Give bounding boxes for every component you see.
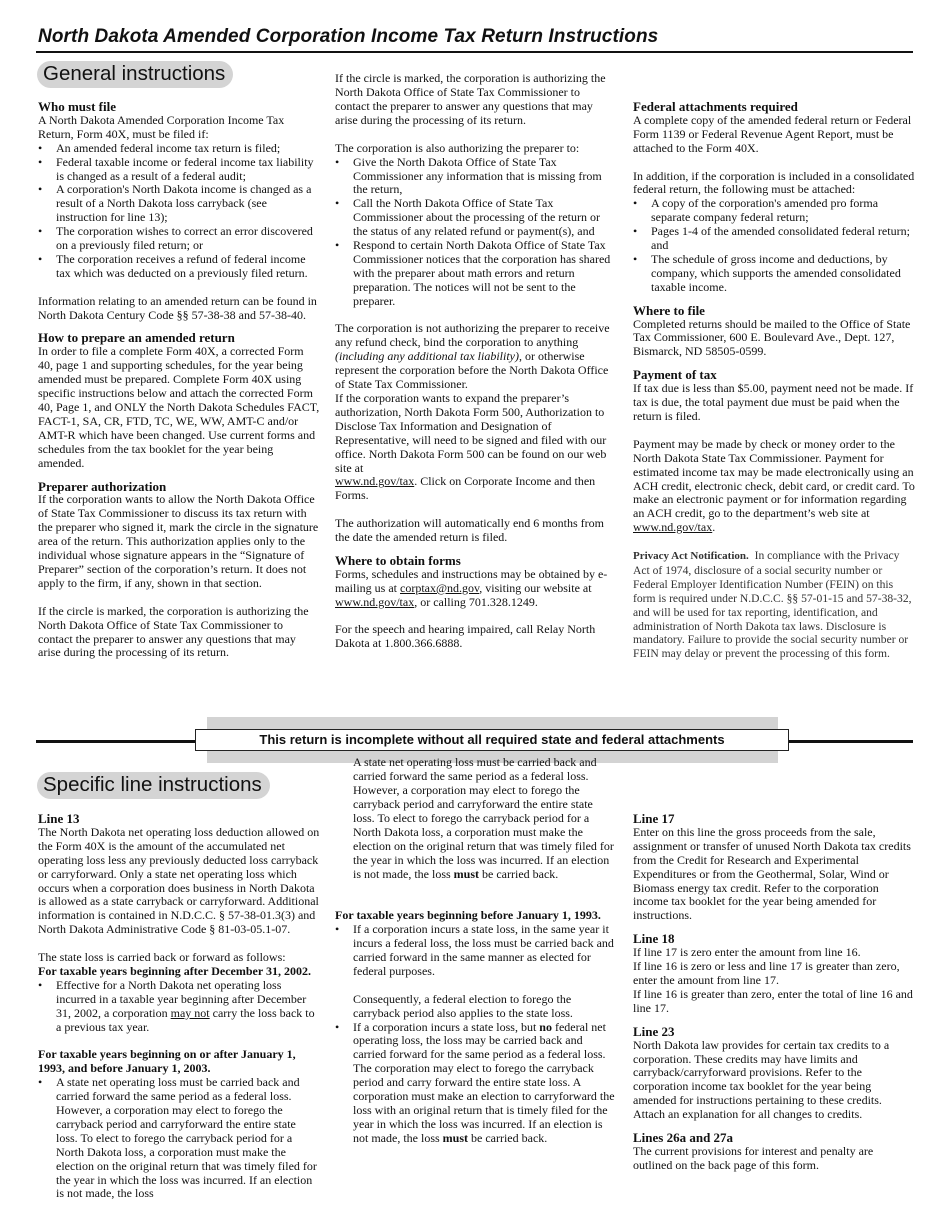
specific-column-1 [38,811,320,1201]
federal-attachments-p1: A complete copy of the amended federal return or Federal Form 1139 or Federal Revenue Agent Report, must be attached to the Form 40X. [633,112,912,155]
line-18-t1: If line 17 is zero enter the amount from line 16. [633,945,861,960]
preparer-authorization-p3: The corporation is also authorizing the preparer to: [335,140,580,155]
general-column-2 [335,71,617,651]
list-item: • An amended federal income tax return is filed; [38,142,320,156]
range-1993-2003-heading: For taxable years beginning on or after January 1, 1993, and before January 1, 2003. [38,1047,296,1076]
specific-column-3 [633,812,915,1173]
range-text-a-cont: A state net operating loss must be carried back and carried forward the same period as a federal loss. However, a corporation may elect to forego the carryback period and carryforward the entire state loss. To elect to forego the carryback period for a North Dakota loss, a corporation must make the election on the original return that was timely filed for the year in which the loss was incurred. If an election is not made, the loss [353,755,614,881]
where-to-obtain-heading: Where to obtain forms [335,552,461,568]
federal-attachments-list [633,197,915,294]
line-17-text: Enter on this line the gross proceeds from the sale, assignment or transfer of unused North Dakota tax credits from the Credit for Research and Experimental Expenditures or from the Geothermal, Solar, Wind or Biomass energy tax credit. Refer to the corporation income tax booklet for the year being amended for instructions. [633,824,911,923]
preparer-authorization-p1: If the corporation wants to allow the North Dakota Office of State Tax Commissioner to discuss its tax return with the preparer who signed it, mark the circle in the signature area of the return. This authorization applies only to the individual whose signature appears in the “Signature of Preparer” section of the corporation’s return. It does not apply to the firm, if any, shown in that section. [38,492,319,590]
list-item: • Pages 1-4 of the amended consolidated federal return; and [633,225,915,253]
preparer-authorization-p5-link: www.nd.gov/tax. Click on Corporate Income and then Forms. [335,474,596,503]
payment-p2 [633,438,915,535]
before-1993-list-2 [335,1021,617,1146]
general-instructions-heading: General instructions [37,61,233,88]
relay-text: For the speech and hearing impaired, call Relay North Dakota at 1.800.366.6888. [335,622,596,651]
before-1993-item2-b: federal net operating loss, the loss may be carried back and carried forward for the same period as a federal loss. The corporation may elect to forego the carryback period and carry forward the entire state loss. A corporation must make an election to carryforward the loss with an original return that is timely filed for the year in which the loss was incurred. If an election is not made, the loss [353,1019,615,1145]
before-1993-item2-c: be carried back. [468,1130,548,1145]
federal-attachments-heading: Federal attachments required [633,99,798,114]
preparer-authorization-heading: Preparer authorization [38,478,167,494]
preparer-authorization-p5: If the corporation wants to expand the preparer’s authorization, North Dakota Form 500, Authorization to Disclose Tax Information and Designation of Representative, will need to be signed and filed with our office. North Dakota Form 500 can be found on our web site at [335,390,607,475]
list-item: • Give the North Dakota Office of State Tax Commissioner any information that is missing from the return, [335,156,617,198]
privacy-act-heading: Privacy Act Notification. [633,550,749,563]
list-item: • Federal taxable income or federal income tax liability is changed as a result of a federal audit; [38,156,320,184]
preparer-authorization-p6: The authorization will automatically end 6 months from the date the amended return is filed. [335,516,604,545]
range-text-a: A state net operating loss must be carried back and carried forward the same period as a federal loss. However, a corporation may elect to forego the carryback period and carryforward the entire state loss. To elect to forego the carryback period for a North Dakota loss, a corporation must make the election on the original return that was timely filed for the year in which the loss was incurred. If an election is not made, the loss [56,1075,317,1201]
list-item [38,979,320,1035]
list-item: • The schedule of gross income and deductions, by company, which supports the amended consolidated taxable income. [633,253,915,295]
line-18-t2: If line 16 is zero or less and line 17 is greater than zero, enter the amount from line 17. [633,959,900,987]
before-1993-item2-a: If a corporation incurs a state loss, but [353,1019,540,1034]
attachments-banner: This return is incomplete without all required state and federal attachments [195,729,789,751]
must-emphasis-2: must [442,1130,468,1145]
after-2002-text-a: Effective for a North Dakota net operating loss incurred in a taxable year beginning after December 31, 2002, a corporation [56,977,307,1020]
list-item: • The corporation receives a refund of federal income tax which was deducted on a previously filed return. [38,253,320,281]
general-column-3 [633,100,915,661]
specific-line-instructions-heading: Specific line instructions [37,772,270,799]
list-item: • Respond to certain North Dakota Office of State Tax Commissioner notices that the corporation has shared with the preparer about math errors and return preparation. The notices will not be sent to the preparer. [335,239,617,309]
after-2002-heading: For taxable years beginning after December 31, 2002. [38,963,311,978]
preparer-authorization-p2-continued: If the circle is marked, the corporation is authorizing the North Dakota Office of State Tax Commissioner to contact the preparer to answer any questions that may arise during the processing of its return. [335,71,606,127]
list-item [335,1021,617,1146]
payment-p2-text: Payment may be made by check or money order to the North Dakota State Tax Commissioner. Payment for estimated income tax may be made electronically using an ACH credit, electronic check, debit card, or credit card. To make an electronic payment or for information regarding an ACH credit, go to the department’s web site at [633,436,915,521]
where-to-file-heading: Where to file [633,302,705,318]
range-1993-2003-list [38,1075,320,1201]
before-1993-consequence: Consequently, a federal election to forego the carryback period also applies to the state loss. [353,991,573,1020]
who-must-file-heading: Who must file [38,99,116,114]
must-emphasis: must [453,866,480,881]
list-item: • Call the North Dakota Office of State Tax Commissioner about the processing of the return or the status of any related refund or payment(s), and [335,197,617,239]
preparer-authorization-p2: If the circle is marked, the corporation is authorizing the North Dakota Office of State Tax Commissioner to contact the preparer to answer any questions that may arise during the processing of its return. [38,603,309,660]
privacy-act-text: In compliance with the Privacy Act of 1974, disclosure of a social security number or Federal Employer Identification Number (FEIN) on this form is required under N.D.C.C. §§ 57-01-15 and 57-38-32, and will be used for tax reporting, identification, and administration of North Dakota tax laws. Disclosure is mandatory. Failure to provide the social security number or FEIN may delay or prevent the processing of this form. [633,549,912,661]
line-18-t3: If line 16 is greater than zero, enter the total of line 16 and line 17. [633,986,913,1015]
tax-website-link[interactable]: www.nd.gov/tax [633,520,713,535]
range-text-continued [335,755,617,895]
line-13-p2: The state loss is carried back or forward as follows: [38,950,286,965]
after-2002-list [38,979,320,1035]
who-must-file-intro: A North Dakota Amended Corporation Income Tax Return, Form 40X, must be filed if: [38,112,285,141]
federal-attachments-p2: In addition, if the corporation is included in a consolidated federal return, the following must be attached: [633,168,915,197]
tax-website-link[interactable]: www.nd.gov/tax [335,474,415,489]
list-item: • A copy of the corporation's amended pro forma separate company federal return; [633,197,915,225]
list-item: • A corporation's North Dakota income is changed as a result of a North Dakota loss carryback (see instruction for line 13); [38,183,320,225]
payment-p1: If tax due is less than $5.00, payment need not be made. If tax is due, the total payment due must be paid when the return is filed. [633,381,914,424]
after-2002-text-b: carry the loss back to a previous tax year. [56,1005,315,1034]
before-1993-heading: For taxable years beginning before January 1, 1993. [335,908,601,923]
privacy-act-notice [633,549,915,661]
payment-p2-tail: . [712,520,716,535]
list-item: • The corporation wishes to correct an error discovered on a previously filed return; or [38,225,320,253]
where-to-file-text: Completed returns should be mailed to the Office of State Tax Commissioner, 600 E. Boulevard Ave., Dept. 127, Bismarck, ND 58505-0599. [633,316,911,359]
title-rule [36,51,913,53]
no-emphasis: no [539,1019,552,1034]
payment-of-tax-heading: Payment of tax [633,367,717,383]
specific-column-2 [335,755,617,1146]
preparer-authorization-p4: The corporation is not authorizing the preparer to receive any refund check, bind the corporation to anything (including any additional tax liability), or otherwise represent the corporation before the North Dakota Office of State Tax Commissioner. [335,321,610,392]
who-must-file-list [38,142,320,281]
amended-return-info: Information relating to an amended return can be found in North Dakota Century Code §§ 57-38-38 and 57-38-40. [38,293,317,322]
lines-26a-27a-text: The current provisions for interest and penalty are outlined on the back page of this form. [633,1143,874,1172]
before-1993-list [335,923,617,979]
how-to-prepare-heading: How to prepare an amended return [38,330,235,346]
where-to-obtain-text: Forms, schedules and instructions may be obtained by e-mailing us at corptax@nd.gov, visiting our website at www.nd.gov/tax, or calling 701.328.1249. [335,566,608,609]
tax-website-link[interactable]: www.nd.gov/tax [335,594,415,609]
lines-26a-27a-heading: Lines 26a and 27a [633,1130,734,1146]
range-text-b: be carried back. [479,866,559,881]
list-item: • If a corporation incurs a state loss, in the same year it incurs a federal loss, the loss must be carried back and carried forward in the same manner as elected for federal purposes. [335,923,617,979]
line-23-heading: Line 23 [633,1023,675,1039]
list-item [38,1075,320,1201]
email-link[interactable]: corptax@nd.gov [400,580,480,595]
additional-liability-italic: (including any additional tax liability) [335,349,519,364]
general-column-1 [38,99,320,660]
line-13-p1: The North Dakota net operating loss deduction allowed on the Form 40X is the amount of the accumulated net operating loss less any previously deducted loss carryback or carryforward. Only a state net operating loss which occurs when a corporation does business in North Dakota is allowed as a state carryback or carryforward. Additional information is contained in N.D.C.C. § 57-38-01.3(3) and North Dakota Administrative Code § 81-03-05.1-07. [38,824,320,937]
line-23-text: North Dakota law provides for certain tax credits to a corporation. These credits may have limits and carryback/carryforward provisions. Refer to the corporation income tax booklet for the year being amended for instructions pertaining to these credits. Attach an explanation for all changes to credits. [633,1037,890,1122]
line-17-heading: Line 17 [633,811,675,826]
preparer-authorization-list [335,156,617,309]
line-13-heading: Line 13 [38,811,80,826]
how-to-prepare-text: In order to file a complete Form 40X, a corrected Form 40, page 1 and supporting schedules, for the year being amended must be prepared. Complete Form 40X using specific instructions below and attach the corrected Form 40, Page 1, and ONLY the North Dakota Schedules FACT, FACT-1, SA, CR, FTD, TC, WE, WW, AMT-C and/or AMT-R which have been changed. Use current forms and schedules from the tax booklet for the year being amended. [38,344,320,470]
may-not-emphasis: may not [170,1005,210,1020]
page-title: North Dakota Amended Corporation Income Tax Return Instructions [38,26,659,47]
line-18-heading: Line 18 [633,931,675,947]
